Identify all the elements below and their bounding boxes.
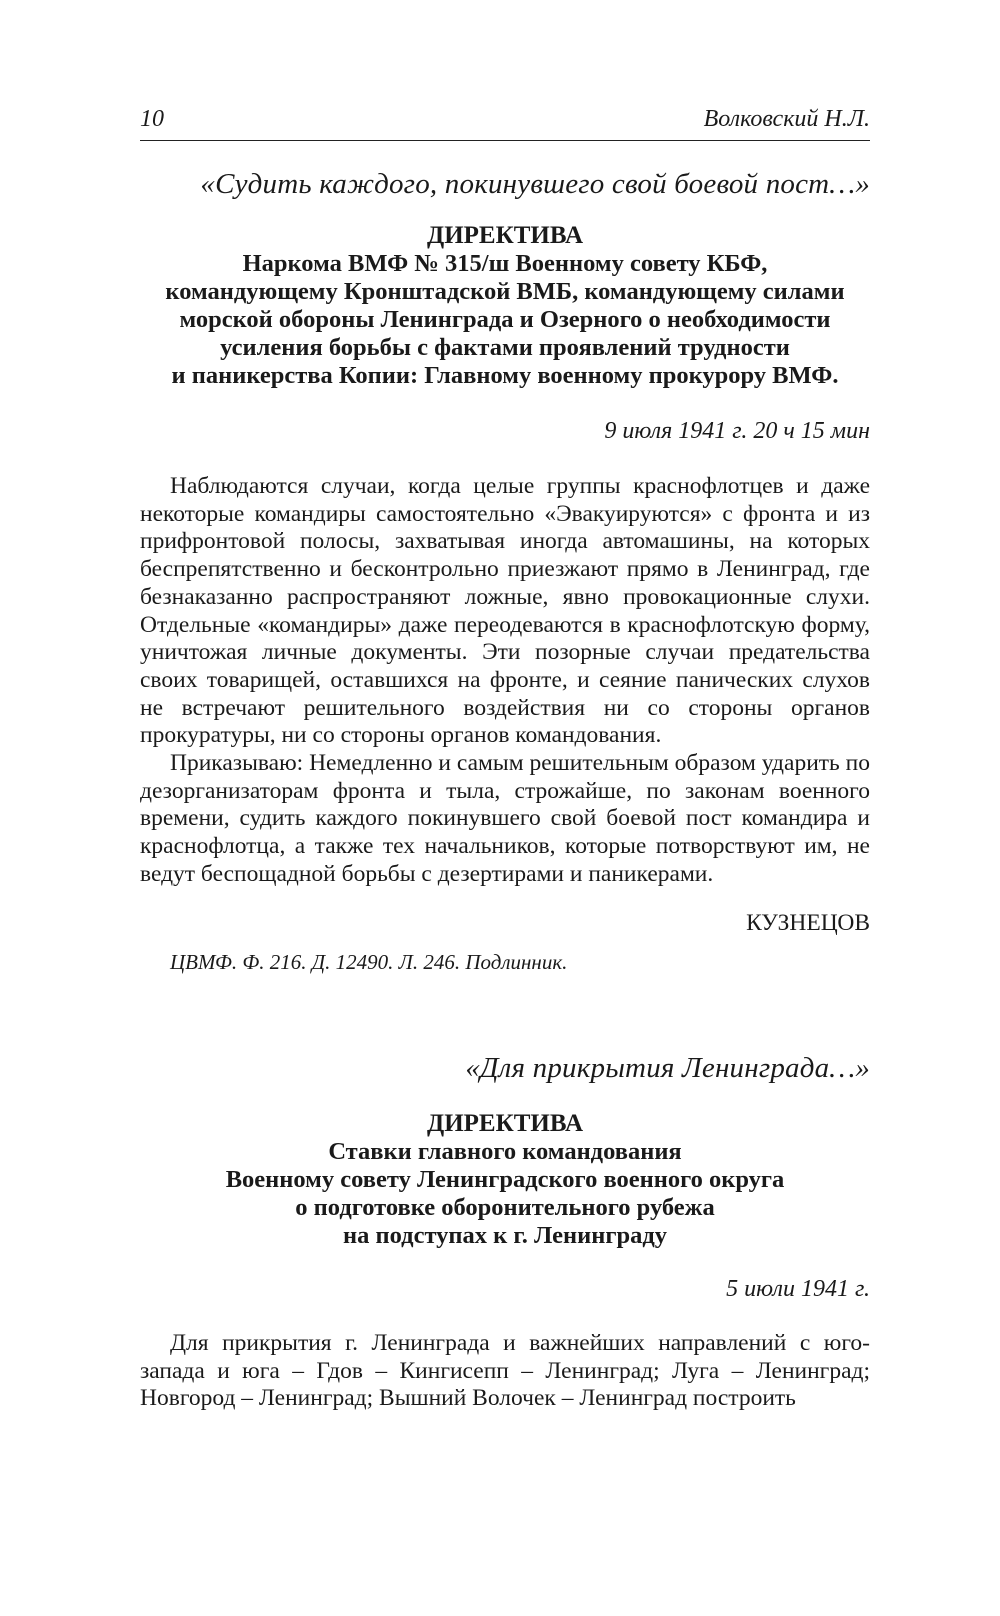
running-head-author: Волковский Н.Л.	[703, 106, 870, 132]
running-head	[140, 104, 870, 141]
doc1-archive-reference: ЦВМФ. Ф. 216. Д. 12490. Л. 246. Подлинник.	[170, 950, 568, 974]
doc1-date: 9 июля 1941 г. 20 ч 15 мин	[604, 418, 870, 444]
doc1-title-line: усиления борьбы с фактами проявлений трудности	[220, 334, 790, 361]
doc1-paragraph: Наблюдаются случаи, когда целые группы краснофлотцев и даже некоторые командиры самостоятельно «Эвакуируются» с фронта и из прифронтовой полосы, захватывая иногда автомашины, на которых беспрепятственно и бесконтрольно приезжают прямо в Ленинград, где безнаказанно распространяют ложные, явно провокационные слухи. Отдельные «командиры» даже переодеваются в краснофлотскую форму, уничтожая личные документы. Эти позорные случаи предательства своих товарищей, оставшихся на фронте, и сеяние панических слухов не встречают решительного воздействия ни со стороны органов прокуратуры, ни со стороны органов командования.	[140, 473, 870, 749]
doc1-type: ДИРЕКТИВА	[427, 222, 583, 249]
doc1-body	[140, 473, 870, 889]
doc1-title-line: командующему Кронштадской ВМБ, командующему силами	[165, 278, 845, 305]
doc2-type: ДИРЕКТИВА	[427, 1110, 583, 1137]
doc2-title-line: Ставки главного командования	[328, 1138, 682, 1165]
doc2-paragraph: Для прикрытия г. Ленинграда и важнейших направлений с юго-запада и юга – Гдов – Кингисепп – Ленинград; Луга – Ленинград; Новгород – Ленинград; Вышний Волочек – Ленинград построить	[140, 1330, 870, 1412]
doc2-title-line: на подступах к г. Ленинграду	[343, 1222, 667, 1249]
page-number: 10	[140, 106, 164, 132]
doc1-title-line: и паникерства Копии: Главному военному прокурору ВМФ.	[171, 362, 839, 389]
doc2-epigraph: «Для прикрытия Ленинграда…»	[465, 1052, 870, 1084]
doc1-title-line: Наркома ВМФ № 315/ш Военному совету КБФ,	[242, 250, 768, 277]
doc2-body	[140, 1330, 870, 1413]
doc1-title-line: морской обороны Ленинграда и Озерного о необходимости	[179, 306, 831, 333]
doc2-title-line: Военному совету Ленинградского военного округа	[225, 1166, 785, 1193]
doc2-heading	[140, 1110, 870, 1250]
doc1-epigraph: «Судить каждого, покинувшего свой боевой пост…»	[200, 168, 870, 200]
doc1-paragraph: Приказываю: Немедленно и самым решительным образом ударить по дезорганизаторам фронта и тыла, строжайше, по законам военного времени, судить каждого покинувшего свой боевой пост командира и краснофлотца, а также тех начальников, которые потворствуют им, не ведут беспощадной борьбы с дезертирами и паникерами.	[140, 750, 870, 887]
doc1-heading	[140, 222, 870, 390]
doc2-date: 5 июли 1941 г.	[726, 1276, 870, 1302]
doc2-title-line: о подготовке оборонительного рубежа	[295, 1194, 715, 1221]
doc1-signature: КУЗНЕЦОВ	[746, 910, 870, 936]
